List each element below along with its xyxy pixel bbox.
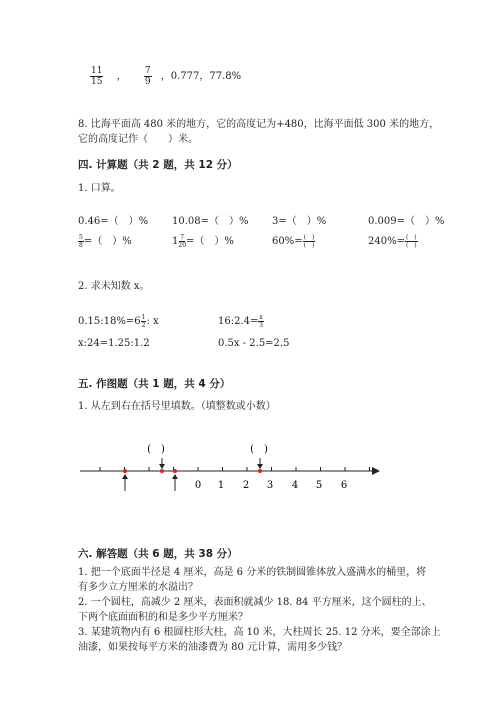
blank-paren-d: ( )	[250, 444, 268, 455]
down-arrow-b-head	[159, 464, 165, 469]
oral-calc-8: 240%= $\frac{( )}{( )}$	[368, 234, 417, 249]
tick-label-4: 4	[291, 480, 299, 491]
problem-1-line1: 1. 把一个底面半径是 4 厘米，高是 6 分米的铁制圆锥体放入盛满水的桶里，将	[78, 567, 427, 578]
number-line-ticks	[100, 467, 370, 471]
tick-label-1: 1	[217, 480, 225, 491]
q8-line1: 8. 比海平面高 480 米的地方，它的高度记为+480，比海平面低 300 米的地方，	[78, 119, 440, 130]
q8-line2: 它的高度记作（ ）米。	[78, 134, 198, 145]
tick-label-5: 5	[315, 480, 323, 491]
tick-label-0: 0	[194, 480, 202, 491]
tick-label-2: 2	[242, 480, 250, 491]
up-arrow-c-head	[172, 474, 178, 479]
fraction-7-9: $\frac{7}{9}$	[144, 66, 151, 87]
oral-calc-1: 0.46=（ ）%	[78, 216, 149, 227]
number-line-tick-labels	[195, 480, 347, 491]
fill-number-line-label: 1. 从左到右在括号里填数。（填整数或小数）	[78, 401, 276, 412]
problem-3-line1: 3. 某建筑物内有 6 根圆柱形大柱，高 10 米，大柱周长 25. 12 分米，要全部涂上	[78, 627, 441, 638]
equation-4: 0.5x - 2.5=2.5	[218, 338, 290, 349]
section4-title: 四. 计算题（共 2 题，共 12 分）	[78, 159, 238, 171]
problem-3-line2: 油漆，如果按每平方米的油漆费为 80 元计算，需用多少钱？	[78, 642, 348, 653]
fraction-11-15: $\frac{11}{15}$	[91, 66, 103, 87]
equation-2: 16:2.4= $\frac{x}{3}$	[218, 314, 263, 329]
number-line-diagram	[70, 438, 390, 508]
oral-calc-2: 10.08=（ ）%	[172, 216, 249, 227]
oral-calc-label: 1. 口算。	[78, 183, 121, 194]
top-number-list: $\frac{11}{15}$ ， $\frac{7}{9}$ ，0.777，77.8%	[91, 66, 242, 87]
section6-title: 六. 解答题（共 6 题，共 38 分）	[78, 548, 238, 560]
equation-3: x:24=1.25:1.2	[78, 338, 150, 349]
tick-label-3: 3	[266, 480, 274, 491]
up-arrow-a-head	[122, 474, 128, 479]
oral-calc-6: 1 $\frac{7}{20}$ =（ ）%	[172, 234, 234, 249]
solve-x-label: 2. 求未知数 x。	[78, 281, 150, 292]
problem-2-line2: 下两个底面面积的和是多少平方厘米？	[78, 612, 248, 623]
down-arrow-d-head	[257, 464, 263, 469]
oral-calc-7: 60%= $\frac{( )}{( )}$	[272, 234, 315, 249]
oral-calc-5: $\frac{5}{8}$ =（ ）%	[79, 234, 132, 249]
marker-point-c	[173, 469, 177, 473]
number-line-arrowhead	[372, 467, 380, 475]
problem-1-line2: 有多少立方厘米的水溢出？	[78, 582, 198, 593]
section5-title: 五. 作图题（共 1 题，共 4 分）	[78, 378, 231, 390]
marker-point-b	[160, 469, 164, 473]
oral-calc-3: 3=（ ）%	[272, 216, 327, 227]
marker-point-d	[258, 469, 262, 473]
oral-calc-4: 0.009=（ ）%	[368, 216, 445, 227]
blank-paren-b: ( )	[147, 444, 165, 455]
problem-2-line1: 2. 一个圆柱，高减少 2 厘米，表面积就减少 18. 84 平方厘米，这个圆柱的上、	[78, 597, 432, 608]
marker-point-a	[123, 469, 127, 473]
tick-label-6: 6	[340, 480, 348, 491]
equation-1: 0.15:18%=6 $\frac{1}{2}$ : x	[78, 314, 159, 329]
